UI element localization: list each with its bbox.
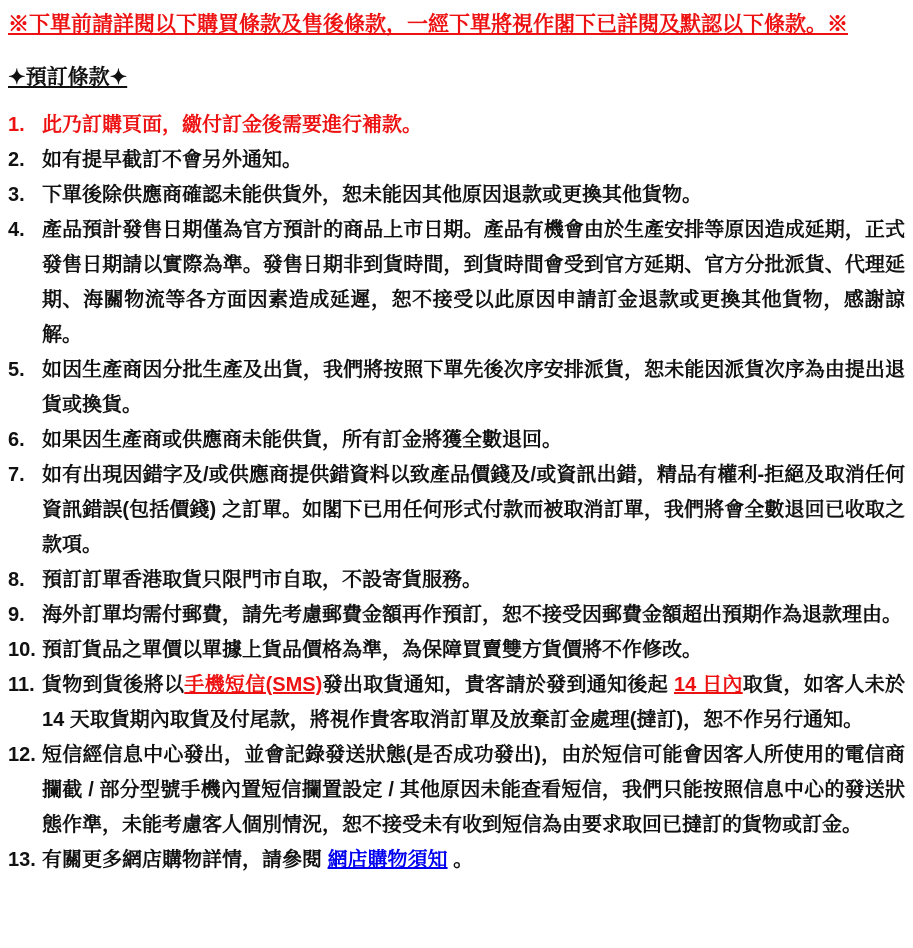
term-text [42, 668, 905, 738]
pre-order-terms-title: ✦預訂條款✦ [8, 66, 128, 89]
plain-text: 短信經信息中心發出，並會記錄發送狀態(是否成功發出)，由於短信可能會因客人所使用的電信商攔截 / 部分型號手機內置短信攔置設定 / 其他原因未能查看短信，我們只能按照信息中心的發送狀態作準，未能考慮客人個別情況，恕不接受未有收到短信為由要求取回已撻訂的貨物或訂金。 [42, 744, 905, 836]
term-number: 11. [8, 674, 35, 696]
plain-text: 如有出現因錯字及/或供應商提供錯資料以致產品價錢及/或資訊出錯，精品有權利-拒絕及取消任何資訊錯誤(包括價錢) 之訂單。如閣下已用任何形式付款而被取消訂單，我們將會全數退回已收取之款項。 [42, 464, 905, 556]
plain-text: 預訂訂單香港取貨只限門市自取，不設寄貨服務。 [42, 569, 482, 591]
plain-text: 。 [447, 849, 474, 871]
term-number: 10. [8, 639, 36, 661]
plain-text: 下單後除供應商確認未能供貨外，恕未能因其他原因退款或更換其他貨物。 [42, 184, 702, 206]
shop-notice-link[interactable]: 網店購物須知 [327, 849, 448, 871]
plain-text: 此乃訂購頁面，繳付訂金後需要進行補款。 [42, 114, 422, 136]
term-item [8, 563, 905, 598]
term-text [42, 843, 905, 878]
plain-text: 有關更多網店購物詳情，請參閱 [42, 849, 328, 871]
term-item [8, 598, 905, 633]
plain-text: 如因生產商因分批生產及出貨，我們將按照下單先後次序安排派貨，恕未能因派貨次序為由提出退貨或換貨。 [42, 359, 905, 416]
pre-order-warning-header: ※下單前請詳閱以下購買條款及售後條款，一經下單將視作閣下已詳閱及默認以下條款。※ [8, 13, 848, 36]
term-number: 4. [8, 219, 25, 241]
plain-text: 如有提早截訂不會另外通知。 [42, 149, 302, 171]
plain-text: 海外訂單均需付郵費，請先考慮郵費金額再作預訂，恕不接受因郵費金額超出預期作為退款理由。 [42, 604, 902, 626]
term-number: 7. [8, 464, 25, 486]
term-item [8, 213, 905, 353]
term-text [42, 633, 905, 668]
term-number: 5. [8, 359, 25, 381]
term-number: 1. [8, 114, 25, 136]
term-item [8, 178, 905, 213]
term-text [42, 143, 905, 178]
term-text [42, 738, 905, 843]
term-item [8, 423, 905, 458]
term-number: 3. [8, 184, 25, 206]
term-item [8, 458, 905, 563]
term-text [42, 353, 905, 423]
term-item [8, 108, 905, 143]
term-item [8, 633, 905, 668]
term-text [42, 423, 905, 458]
term-number: 8. [8, 569, 25, 591]
plain-text: 發出取貨通知，貴客請於發到通知後起 [322, 674, 674, 696]
term-number: 6. [8, 429, 25, 451]
plain-text: 如果因生產商或供應商未能供貨，所有訂金將獲全數退回。 [42, 429, 562, 451]
term-text [42, 178, 905, 213]
term-text [42, 563, 905, 598]
term-text [42, 108, 905, 143]
plain-text: 取貨，如客人未於 14 天取貨期內取貨及付尾款，將視作貴客取消訂單及放棄訂金處理(撻訂)，恕不作另行通知。 [42, 674, 906, 731]
term-item [8, 353, 905, 423]
term-number: 9. [8, 604, 25, 626]
term-number: 13. [8, 849, 36, 871]
terms-list [8, 108, 905, 878]
term-item [8, 668, 905, 738]
plain-text: 貨物到貨後將以 [42, 674, 185, 696]
term-item [8, 738, 905, 843]
plain-text: 產品預計發售日期僅為官方預計的商品上市日期。產品有機會由於生產安排等原因造成延期，正式發售日期請以實際為準。發售日期非到貨時間，到貨時間會受到官方延期、官方分批派貨、代理延期、海關物流等各方面因素造成延遲，恕不接受以此原因申請訂金退款或更換其他貨物，感謝諒解。 [42, 219, 905, 346]
term-text [42, 213, 905, 353]
term-text [42, 598, 905, 633]
term-number: 12. [8, 744, 36, 766]
term-item [8, 843, 905, 878]
term-text [42, 458, 905, 563]
highlight-text: 14 日內 [673, 674, 743, 696]
highlight-text: 手機短信(SMS) [184, 674, 323, 696]
term-item [8, 143, 905, 178]
term-number: 2. [8, 149, 25, 171]
plain-text: 預訂貨品之單價以單據上貨品價格為準，為保障買賣雙方貨價將不作修改。 [42, 639, 702, 661]
